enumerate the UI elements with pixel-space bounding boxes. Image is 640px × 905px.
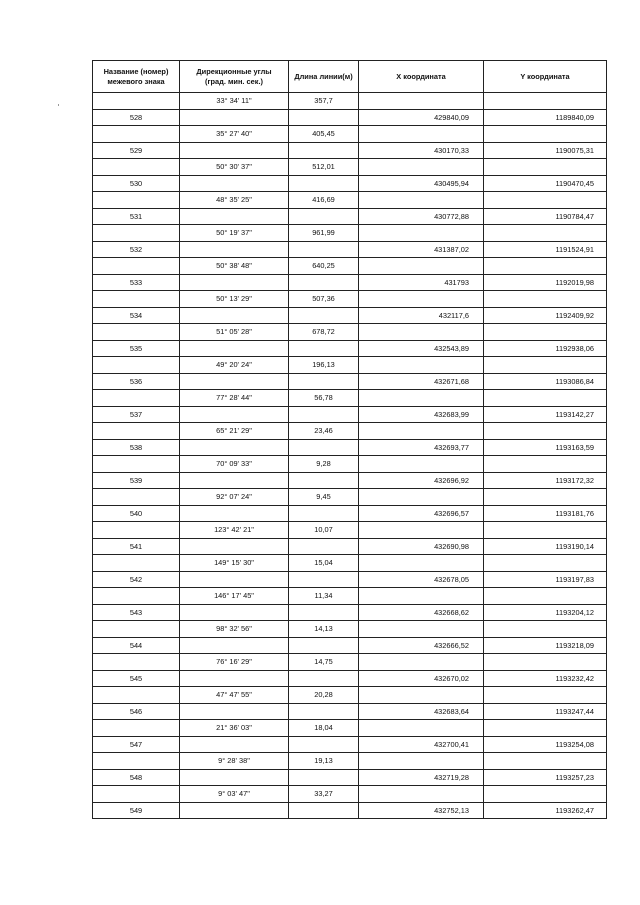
point-name-cell: 539 xyxy=(93,472,180,489)
line-length-cell xyxy=(289,340,359,357)
y-coordinate-cell: 1193232,42 xyxy=(484,670,607,687)
x-coordinate-cell: 432668,62 xyxy=(359,604,484,621)
y-coordinate-cell xyxy=(484,621,607,638)
x-coordinate-cell xyxy=(359,621,484,638)
y-coordinate-cell xyxy=(484,390,607,407)
table-row-segment xyxy=(93,489,607,506)
y-coordinate-cell: 1193181,76 xyxy=(484,505,607,522)
x-coordinate-cell: 432671,68 xyxy=(359,373,484,390)
line-length-cell: 512,01 xyxy=(289,159,359,176)
line-length-cell xyxy=(289,670,359,687)
point-name-cell xyxy=(93,357,180,374)
table-row-point xyxy=(93,736,607,753)
line-length-cell xyxy=(289,802,359,819)
x-coordinate-cell: 430495,94 xyxy=(359,175,484,192)
y-coordinate-cell xyxy=(484,225,607,242)
point-name-cell xyxy=(93,225,180,242)
direction-angle-cell xyxy=(180,571,289,588)
line-length-cell: 18,04 xyxy=(289,720,359,737)
point-name-cell: 532 xyxy=(93,241,180,258)
y-coordinate-cell xyxy=(484,720,607,737)
x-coordinate-cell xyxy=(359,753,484,770)
point-name-cell xyxy=(93,786,180,803)
y-coordinate-cell xyxy=(484,324,607,341)
table-row-segment xyxy=(93,192,607,209)
point-name-cell xyxy=(93,126,180,143)
point-name-cell xyxy=(93,291,180,308)
direction-angle-cell: 9° 03' 47" xyxy=(180,786,289,803)
table-row-point xyxy=(93,208,607,225)
direction-angle-cell: 70° 09' 33" xyxy=(180,456,289,473)
header-x: Х координата xyxy=(359,61,484,93)
direction-angle-cell xyxy=(180,274,289,291)
x-coordinate-cell: 432700,41 xyxy=(359,736,484,753)
y-coordinate-cell: 1193172,32 xyxy=(484,472,607,489)
y-coordinate-cell xyxy=(484,555,607,572)
direction-angle-cell: 50° 30' 37" xyxy=(180,159,289,176)
line-length-cell: 23,46 xyxy=(289,423,359,440)
line-length-cell xyxy=(289,769,359,786)
table-row-segment xyxy=(93,324,607,341)
point-name-cell: 547 xyxy=(93,736,180,753)
x-coordinate-cell: 432543,89 xyxy=(359,340,484,357)
line-length-cell xyxy=(289,208,359,225)
line-length-cell xyxy=(289,571,359,588)
x-coordinate-cell xyxy=(359,555,484,572)
y-coordinate-cell: 1193247,44 xyxy=(484,703,607,720)
line-length-cell xyxy=(289,109,359,126)
point-name-cell: 533 xyxy=(93,274,180,291)
direction-angle-cell: 98° 32' 56" xyxy=(180,621,289,638)
point-name-cell: 531 xyxy=(93,208,180,225)
table-row-point xyxy=(93,505,607,522)
y-coordinate-cell xyxy=(484,522,607,539)
point-name-cell xyxy=(93,423,180,440)
line-length-cell: 9,45 xyxy=(289,489,359,506)
direction-angle-cell: 9° 28' 38" xyxy=(180,753,289,770)
table-row-point xyxy=(93,538,607,555)
line-length-cell xyxy=(289,175,359,192)
point-name-cell xyxy=(93,621,180,638)
x-coordinate-cell xyxy=(359,324,484,341)
table-row-segment xyxy=(93,357,607,374)
y-coordinate-cell xyxy=(484,192,607,209)
line-length-cell xyxy=(289,736,359,753)
x-coordinate-cell: 432693,77 xyxy=(359,439,484,456)
y-coordinate-cell xyxy=(484,654,607,671)
x-coordinate-cell: 429840,09 xyxy=(359,109,484,126)
x-coordinate-cell xyxy=(359,654,484,671)
header-length: Длина линии(м) xyxy=(289,61,359,93)
line-length-cell: 416,69 xyxy=(289,192,359,209)
header-y: Y координата xyxy=(484,61,607,93)
x-coordinate-cell: 430170,33 xyxy=(359,142,484,159)
point-name-cell xyxy=(93,687,180,704)
x-coordinate-cell: 432678,05 xyxy=(359,571,484,588)
table-row-segment xyxy=(93,720,607,737)
line-length-cell xyxy=(289,406,359,423)
direction-angle-cell: 65° 21' 29" xyxy=(180,423,289,440)
direction-angle-cell xyxy=(180,538,289,555)
direction-angle-cell xyxy=(180,604,289,621)
point-name-cell: 535 xyxy=(93,340,180,357)
direction-angle-cell xyxy=(180,208,289,225)
table-body xyxy=(93,93,607,819)
y-coordinate-cell: 1190470,45 xyxy=(484,175,607,192)
direction-angle-cell xyxy=(180,670,289,687)
direction-angle-cell: 51° 05' 28" xyxy=(180,324,289,341)
line-length-cell: 640,25 xyxy=(289,258,359,275)
direction-angle-cell xyxy=(180,472,289,489)
table-row-segment xyxy=(93,456,607,473)
y-coordinate-cell: 1193142,27 xyxy=(484,406,607,423)
point-name-cell: 538 xyxy=(93,439,180,456)
y-coordinate-cell xyxy=(484,126,607,143)
direction-angle-cell: 47° 47' 55" xyxy=(180,687,289,704)
point-name-cell: 534 xyxy=(93,307,180,324)
y-coordinate-cell xyxy=(484,357,607,374)
x-coordinate-cell xyxy=(359,720,484,737)
direction-angle-cell: 92° 07' 24" xyxy=(180,489,289,506)
direction-angle-cell: 149° 15' 30" xyxy=(180,555,289,572)
y-coordinate-cell: 1193086,84 xyxy=(484,373,607,390)
x-coordinate-cell xyxy=(359,93,484,110)
y-coordinate-cell xyxy=(484,423,607,440)
point-name-cell xyxy=(93,390,180,407)
x-coordinate-cell: 432690,98 xyxy=(359,538,484,555)
x-coordinate-cell xyxy=(359,522,484,539)
direction-angle-cell xyxy=(180,406,289,423)
boundary-coordinates-table xyxy=(92,60,607,819)
line-length-cell: 56,78 xyxy=(289,390,359,407)
direction-angle-cell: 49° 20' 24" xyxy=(180,357,289,374)
direction-angle-cell: 76° 16' 29" xyxy=(180,654,289,671)
y-coordinate-cell: 1193257,23 xyxy=(484,769,607,786)
line-length-cell: 19,13 xyxy=(289,753,359,770)
x-coordinate-cell: 431387,02 xyxy=(359,241,484,258)
y-coordinate-cell: 1193197,83 xyxy=(484,571,607,588)
y-coordinate-cell: 1193190,14 xyxy=(484,538,607,555)
table-row-segment xyxy=(93,786,607,803)
table-row-segment xyxy=(93,159,607,176)
x-coordinate-cell xyxy=(359,291,484,308)
line-length-cell xyxy=(289,703,359,720)
table-row-point xyxy=(93,142,607,159)
y-coordinate-cell xyxy=(484,753,607,770)
point-name-cell: 548 xyxy=(93,769,180,786)
point-name-cell: 541 xyxy=(93,538,180,555)
direction-angle-cell: 48° 35' 25" xyxy=(180,192,289,209)
x-coordinate-cell: 432683,64 xyxy=(359,703,484,720)
y-coordinate-cell: 1190784,47 xyxy=(484,208,607,225)
direction-angle-cell: 50° 13' 29" xyxy=(180,291,289,308)
y-coordinate-cell xyxy=(484,93,607,110)
point-name-cell xyxy=(93,720,180,737)
line-length-cell xyxy=(289,637,359,654)
line-length-cell: 11,34 xyxy=(289,588,359,605)
x-coordinate-cell: 432719,28 xyxy=(359,769,484,786)
point-name-cell: 542 xyxy=(93,571,180,588)
direction-angle-cell: 21° 36' 03" xyxy=(180,720,289,737)
table-row-point xyxy=(93,406,607,423)
direction-angle-cell: 35° 27' 40" xyxy=(180,126,289,143)
header-name: Название (номер) межевого знака xyxy=(93,61,180,93)
y-coordinate-cell xyxy=(484,786,607,803)
line-length-cell: 9,28 xyxy=(289,456,359,473)
table-row-point xyxy=(93,373,607,390)
line-length-cell xyxy=(289,142,359,159)
point-name-cell xyxy=(93,522,180,539)
table-row-segment xyxy=(93,522,607,539)
direction-angle-cell xyxy=(180,703,289,720)
table-row-segment xyxy=(93,753,607,770)
line-length-cell xyxy=(289,505,359,522)
table-row-segment xyxy=(93,621,607,638)
x-coordinate-cell xyxy=(359,456,484,473)
table-header-row xyxy=(93,61,607,93)
table-row-point xyxy=(93,274,607,291)
x-coordinate-cell xyxy=(359,159,484,176)
point-name-cell: 546 xyxy=(93,703,180,720)
x-coordinate-cell xyxy=(359,192,484,209)
line-length-cell: 10,07 xyxy=(289,522,359,539)
table-row-point xyxy=(93,109,607,126)
table-row-point xyxy=(93,472,607,489)
line-length-cell: 357,7 xyxy=(289,93,359,110)
point-name-cell: 544 xyxy=(93,637,180,654)
table-row-point xyxy=(93,307,607,324)
line-length-cell: 678,72 xyxy=(289,324,359,341)
table-row-segment xyxy=(93,687,607,704)
y-coordinate-cell: 1192938,06 xyxy=(484,340,607,357)
table-row-segment xyxy=(93,291,607,308)
direction-angle-cell xyxy=(180,340,289,357)
x-coordinate-cell xyxy=(359,126,484,143)
point-name-cell: 536 xyxy=(93,373,180,390)
y-coordinate-cell xyxy=(484,258,607,275)
direction-angle-cell xyxy=(180,439,289,456)
y-coordinate-cell xyxy=(484,291,607,308)
y-coordinate-cell: 1191524,91 xyxy=(484,241,607,258)
line-length-cell xyxy=(289,373,359,390)
direction-angle-cell xyxy=(180,769,289,786)
y-coordinate-cell: 1193218,09 xyxy=(484,637,607,654)
line-length-cell: 196,13 xyxy=(289,357,359,374)
direction-angle-cell: 50° 38' 48" xyxy=(180,258,289,275)
y-coordinate-cell: 1192409,92 xyxy=(484,307,607,324)
x-coordinate-cell: 432696,57 xyxy=(359,505,484,522)
y-coordinate-cell: 1193204,12 xyxy=(484,604,607,621)
point-name-cell xyxy=(93,159,180,176)
table-row-point xyxy=(93,637,607,654)
line-length-cell: 961,99 xyxy=(289,225,359,242)
x-coordinate-cell xyxy=(359,489,484,506)
line-length-cell: 33,27 xyxy=(289,786,359,803)
x-coordinate-cell: 432696,92 xyxy=(359,472,484,489)
point-name-cell: 549 xyxy=(93,802,180,819)
table-row-point xyxy=(93,769,607,786)
line-length-cell xyxy=(289,307,359,324)
point-name-cell xyxy=(93,489,180,506)
table-row-segment xyxy=(93,588,607,605)
direction-angle-cell xyxy=(180,505,289,522)
direction-angle-cell xyxy=(180,109,289,126)
x-coordinate-cell: 432683,99 xyxy=(359,406,484,423)
line-length-cell xyxy=(289,472,359,489)
table-row-point xyxy=(93,703,607,720)
point-name-cell: 530 xyxy=(93,175,180,192)
table-row-point xyxy=(93,604,607,621)
x-coordinate-cell: 432117,6 xyxy=(359,307,484,324)
x-coordinate-cell xyxy=(359,258,484,275)
table-row-point xyxy=(93,802,607,819)
direction-angle-cell xyxy=(180,241,289,258)
line-length-cell: 14,75 xyxy=(289,654,359,671)
direction-angle-cell xyxy=(180,637,289,654)
line-length-cell xyxy=(289,241,359,258)
header-angle: Дирекционные углы (град. мин. сек.) xyxy=(180,61,289,93)
line-length-cell xyxy=(289,439,359,456)
table-row-segment xyxy=(93,93,607,110)
x-coordinate-cell xyxy=(359,357,484,374)
point-name-cell xyxy=(93,555,180,572)
table-row-point xyxy=(93,340,607,357)
table-row-segment xyxy=(93,555,607,572)
direction-angle-cell xyxy=(180,307,289,324)
line-length-cell: 20,28 xyxy=(289,687,359,704)
table-row-point xyxy=(93,439,607,456)
point-name-cell: 540 xyxy=(93,505,180,522)
table-row-point xyxy=(93,241,607,258)
x-coordinate-cell: 431793 xyxy=(359,274,484,291)
point-name-cell: 528 xyxy=(93,109,180,126)
point-name-cell xyxy=(93,192,180,209)
x-coordinate-cell xyxy=(359,423,484,440)
direction-angle-cell: 50° 19' 37" xyxy=(180,225,289,242)
line-length-cell xyxy=(289,538,359,555)
direction-angle-cell xyxy=(180,373,289,390)
x-coordinate-cell: 432666,52 xyxy=(359,637,484,654)
table-row-segment xyxy=(93,423,607,440)
line-length-cell: 15,04 xyxy=(289,555,359,572)
point-name-cell xyxy=(93,753,180,770)
line-length-cell: 405,45 xyxy=(289,126,359,143)
table-row-segment xyxy=(93,258,607,275)
direction-angle-cell: 123° 42' 21" xyxy=(180,522,289,539)
x-coordinate-cell xyxy=(359,687,484,704)
y-coordinate-cell: 1193254,08 xyxy=(484,736,607,753)
point-name-cell: 545 xyxy=(93,670,180,687)
y-coordinate-cell xyxy=(484,687,607,704)
y-coordinate-cell: 1189840,09 xyxy=(484,109,607,126)
y-coordinate-cell xyxy=(484,159,607,176)
line-length-cell: 507,36 xyxy=(289,291,359,308)
point-name-cell xyxy=(93,258,180,275)
table-row-point xyxy=(93,175,607,192)
direction-angle-cell: 33° 34' 11" xyxy=(180,93,289,110)
line-length-cell: 14,13 xyxy=(289,621,359,638)
y-coordinate-cell xyxy=(484,489,607,506)
direction-angle-cell: 77° 28' 44" xyxy=(180,390,289,407)
point-name-cell: 543 xyxy=(93,604,180,621)
point-name-cell: 529 xyxy=(93,142,180,159)
table-row-segment xyxy=(93,390,607,407)
direction-angle-cell xyxy=(180,736,289,753)
y-coordinate-cell: 1192019,98 xyxy=(484,274,607,291)
direction-angle-cell xyxy=(180,175,289,192)
point-name-cell xyxy=(93,654,180,671)
x-coordinate-cell xyxy=(359,225,484,242)
point-name-cell xyxy=(93,324,180,341)
line-length-cell xyxy=(289,604,359,621)
line-length-cell xyxy=(289,274,359,291)
direction-angle-cell: 146° 17' 45" xyxy=(180,588,289,605)
point-name-cell xyxy=(93,588,180,605)
table-row-segment xyxy=(93,126,607,143)
direction-angle-cell xyxy=(180,142,289,159)
x-coordinate-cell: 430772,88 xyxy=(359,208,484,225)
y-coordinate-cell: 1190075,31 xyxy=(484,142,607,159)
table-row-point xyxy=(93,670,607,687)
x-coordinate-cell xyxy=(359,786,484,803)
point-name-cell xyxy=(93,93,180,110)
point-name-cell xyxy=(93,456,180,473)
x-coordinate-cell: 432670,02 xyxy=(359,670,484,687)
y-coordinate-cell xyxy=(484,456,607,473)
x-coordinate-cell xyxy=(359,588,484,605)
table-row-segment xyxy=(93,225,607,242)
point-name-cell: 537 xyxy=(93,406,180,423)
coordinates-sheet xyxy=(92,60,606,819)
table-row-point xyxy=(93,571,607,588)
table-row-segment xyxy=(93,654,607,671)
x-coordinate-cell: 432752,13 xyxy=(359,802,484,819)
y-coordinate-cell: 1193163,59 xyxy=(484,439,607,456)
direction-angle-cell xyxy=(180,802,289,819)
x-coordinate-cell xyxy=(359,390,484,407)
y-coordinate-cell xyxy=(484,588,607,605)
y-coordinate-cell: 1193262,47 xyxy=(484,802,607,819)
scan-speck xyxy=(58,104,59,106)
